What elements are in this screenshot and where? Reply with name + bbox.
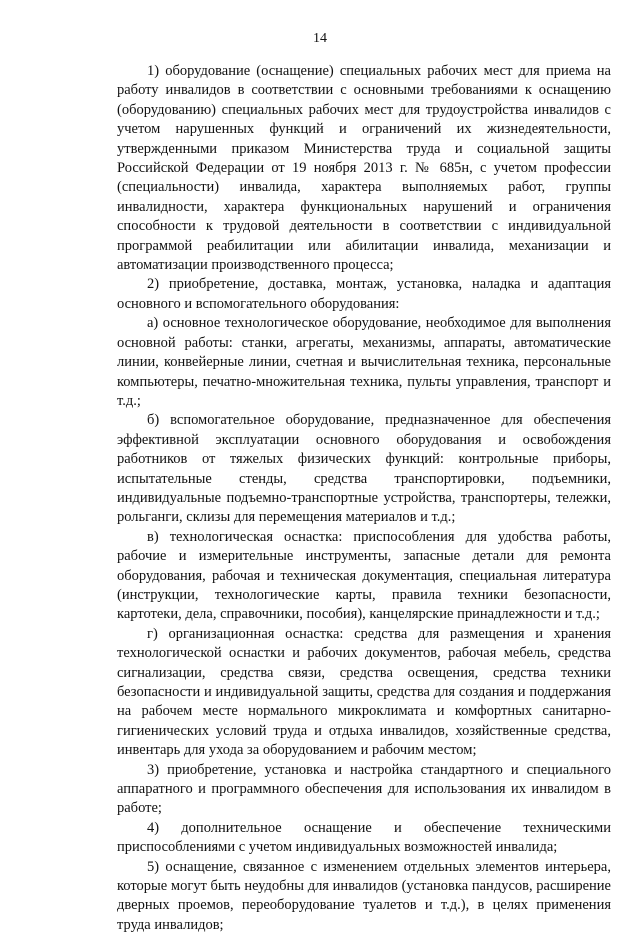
paragraph-subitem-v: в) технологическая оснастка: приспособления для удобства работы, рабочие и измерительные инструменты, запасные детали для ремонта оборудования, рабочая и техническая документация, специальная литература (инструкции, технологические карты, правила техники безопасности, картотеки, дела, справочники, пособия), канцелярские принадлежности и т.д.; — [117, 528, 611, 623]
paragraph-subitem-a: а) основное технологическое оборудование, необходимое для выполнения основной работы: станки, агрегаты, механизмы, аппараты, автоматические линии, конвейерные линии, счетная и вычислительная техника, персональные компьютеры, печатно-множительная техника, пульты управления, транспорт и т.д.; — [117, 315, 611, 409]
paragraph-item-2: 2) приобретение, доставка, монтаж, установка, наладка и адаптация основного и вспомогательного оборудования: — [117, 276, 611, 312]
paragraph-item-1: 1) оборудование (оснащение) специальных рабочих мест для приема на работу инвалидов в соответствии с основными требованиями к оснащению (оборудованию) специальных рабочих мест для трудоустройства инвалидов с учетом нарушенных функций и ограничений их жизнедеятельности, утвержденными приказом Министерства труда и социальной защиты Российской Федерации от 19 ноября 2013 г. № 685н, с учетом профессии (специальности) инвалида, характера выполняемых работ, группы инвалидности, характера функциональных нарушений и ограничения способности к трудовой деятельности в соответствии с индивидуальной программой реабилитации или абилитации инвалида, механизации и автоматизации производственного процесса; — [117, 63, 611, 274]
paragraph-item-3: 3) приобретение, установка и настройка стандартного и специального аппаратного и программного обеспечения для использования их инвалидом в работе; — [117, 761, 611, 817]
paragraph-subitem-b: б) вспомогательное оборудование, предназначенное для обеспечения эффективной эксплуатации основного оборудования и освобождения работников от тяжелых физических функций: контрольные приборы, испытательные стенды, средства транспортировки, подъемники, индивидуальные подъемно-транспортные устройства, транспортеры, тележки, рольганги, склизы для перемещения материалов и т.д.; — [117, 412, 611, 526]
document-body — [117, 62, 611, 935]
paragraph-item-4: 4) дополнительное оснащение и обеспечение техническими приспособлениями с учетом индивидуальных возможностей инвалида; — [117, 819, 611, 856]
paragraph-subitem-g: г) организационная оснастка: средства для размещения и хранения технологической оснастки и рабочих документов, рабочая мебель, средства сигнализации, средства связи, средства освещения, средства техники безопасности и индивидуальной защиты, средства для создания и поддержания на рабочем месте нормального микроклимата и комфортных санитарно-гигиенических условий труда и отдыха инвалидов, хозяйственные средства, инвентарь для ухода за оборудованием и рабочим местом; — [117, 625, 611, 759]
paragraph-item-5: 5) оснащение, связанное с изменением отдельных элементов интерьера, которые могут быть неудобны для инвалидов (установка пандусов, расширение дверных проемов, переоборудование туалетов и т.д.), в целях применения труда инвалидов; — [117, 858, 611, 933]
page-number: 14 — [313, 31, 327, 46]
